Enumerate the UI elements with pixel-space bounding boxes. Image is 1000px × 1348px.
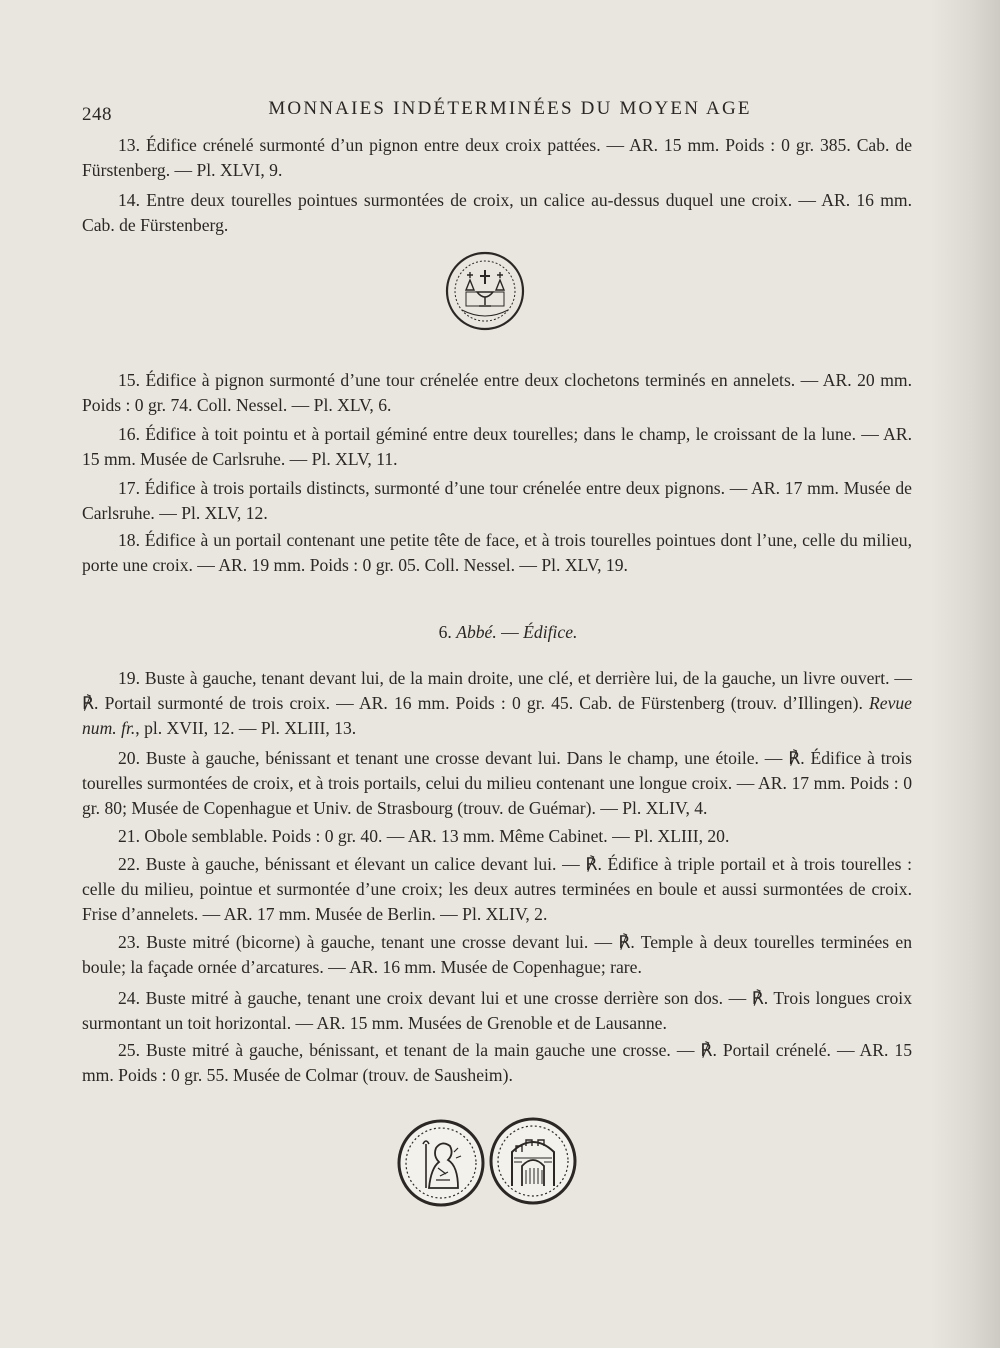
entry-23 [82,930,912,980]
section-title-edifice: Édifice. [523,622,578,642]
entry-21 [82,824,912,849]
page-edge-shadow [930,0,1000,1348]
entry-number: 15. [118,370,140,390]
entry-text: Buste mitré (bicorne) à gauche, tenant une crosse devant lui. — ℟. Temple à deux tourelles terminées en boule; la façade ornée d’arcatures. — AR. 16 mm. Musée de Copenhague; rare. [82,932,912,977]
entry-20 [82,746,912,821]
entry-15 [82,368,912,418]
entry-number: 22. [118,854,140,874]
entry-number: 14. [118,190,140,210]
entry-number: 24. [118,988,140,1008]
entry-25 [82,1038,912,1088]
entry-16 [82,422,912,472]
entry-text: Obole semblable. Poids : 0 gr. 40. — AR. 13 mm. Même Cabinet. — Pl. XLIII, 20. [144,826,730,846]
section-number: 6. [438,622,452,642]
entry-22 [82,852,912,927]
entry-19 [82,666,912,741]
entry-number: 20. [118,748,140,768]
entry-number: 23. [118,932,140,952]
running-title: MONNAIES INDÉTERMINÉES DU MOYEN AGE [268,98,752,119]
section-heading [0,622,1000,643]
section-dash: — [501,622,519,642]
entry-text: Édifice à toit pointu et à portail géminé entre deux tourelles; dans le champ, le croissant de la lune. — AR. 15 mm. Musée de Carlsruhe. — Pl. XLV, 11. [82,424,912,469]
entry-18 [82,528,912,578]
entry-number: 13. [118,135,140,155]
entry-24 [82,986,912,1036]
entry-number: 18. [118,530,140,550]
entry-text: Édifice à pignon surmonté d’une tour crénelée entre deux clochetons terminés en annelets. — AR. 20 mm. Poids : 0 gr. 74. Coll. Nessel. — Pl. XLV, 6. [82,370,912,415]
entry-number: 25. [118,1040,140,1060]
entry-text: Entre deux tourelles pointues surmontées de croix, un calice au-dessus duquel une croix. — AR. 16 mm. Cab. de Fürstenberg. [82,190,912,235]
entry-14 [82,188,912,238]
entry-text: Buste mitré à gauche, tenant une croix devant lui et une crosse derrière son dos. — ℟. Trois longues croix surmontant un toit horizontal. — AR. 15 mm. Musées de Grenoble et de Lausanne. [82,988,912,1033]
entry-text-continued: , pl. XVII, 12. — Pl. XLIII, 13. [135,718,357,738]
coin-illustration-reverse-portal [488,1116,578,1206]
entry-text: Buste à gauche, bénissant et élevant un calice devant lui. — ℟. Édifice à triple portail et à trois tourelles : celle du milieu, pointue et surmontée d’une croix; les deux autres terminées en boule et aussi surmontées de croix. Frise d’annelets. — AR. 17 mm. Musée de Berlin. — Pl. XLIV, 2. [82,854,912,924]
entry-text: Édifice à trois portails distincts, surmonté d’une tour crénelée entre deux pignons. — AR. 17 mm. Musée de Carlsruhe. — Pl. XLV, 12. [82,478,912,523]
entry-17 [82,476,912,526]
coin-illustration-edifice-calice [444,250,526,332]
section-title-abbe: Abbé. [456,622,497,642]
coin-illustration-obverse-bust [396,1118,486,1208]
entry-number: 21. [118,826,140,846]
entry-number: 16. [118,424,140,444]
entry-journal-title: Revue num. fr. [82,693,912,738]
entry-text: Édifice à un portail contenant une petite tête de face, et à trois tourelles pointues dont l’une, celle du milieu, porte une croix. — AR. 19 mm. Poids : 0 gr. 05. Coll. Nessel. — Pl. XLV, 19. [82,530,912,575]
entry-text: Buste à gauche, tenant devant lui, de la main droite, une clé, et derrière lui, de la gauche, un livre ouvert. — ℟. Portail surmonté de trois croix. — AR. 16 mm. Poids : 0 gr. 45. Cab. de Fürstenberg (trouv. d’Illingen). [82,668,912,713]
page-number: 248 [82,104,112,125]
entry-number: 17. [118,478,140,498]
entry-text: Buste à gauche, bénissant et tenant une crosse devant lui. Dans le champ, une étoile. — ℟. Édifice à trois tourelles surmontées de croix, et à trois portails, celui du milieu contenant une longue croix. — AR. 17 mm. Poids : 0 gr. 80; Musée de Copenhague et Univ. de Strasbourg (trouv. de Guémar). — Pl. XLIV, 4. [82,748,912,818]
entry-text: Édifice crénelé surmonté d’un pignon entre deux croix pattées. — AR. 15 mm. Poids : 0 gr. 385. Cab. de Fürstenberg. — Pl. XLVI, 9. [82,135,912,180]
entry-text: Buste mitré à gauche, bénissant, et tenant de la main gauche une crosse. — ℟. Portail crénelé. — AR. 15 mm. Poids : 0 gr. 55. Musée de Colmar (trouv. de Sausheim). [82,1040,912,1085]
entry-number: 19. [118,668,140,688]
entry-13 [82,133,912,183]
